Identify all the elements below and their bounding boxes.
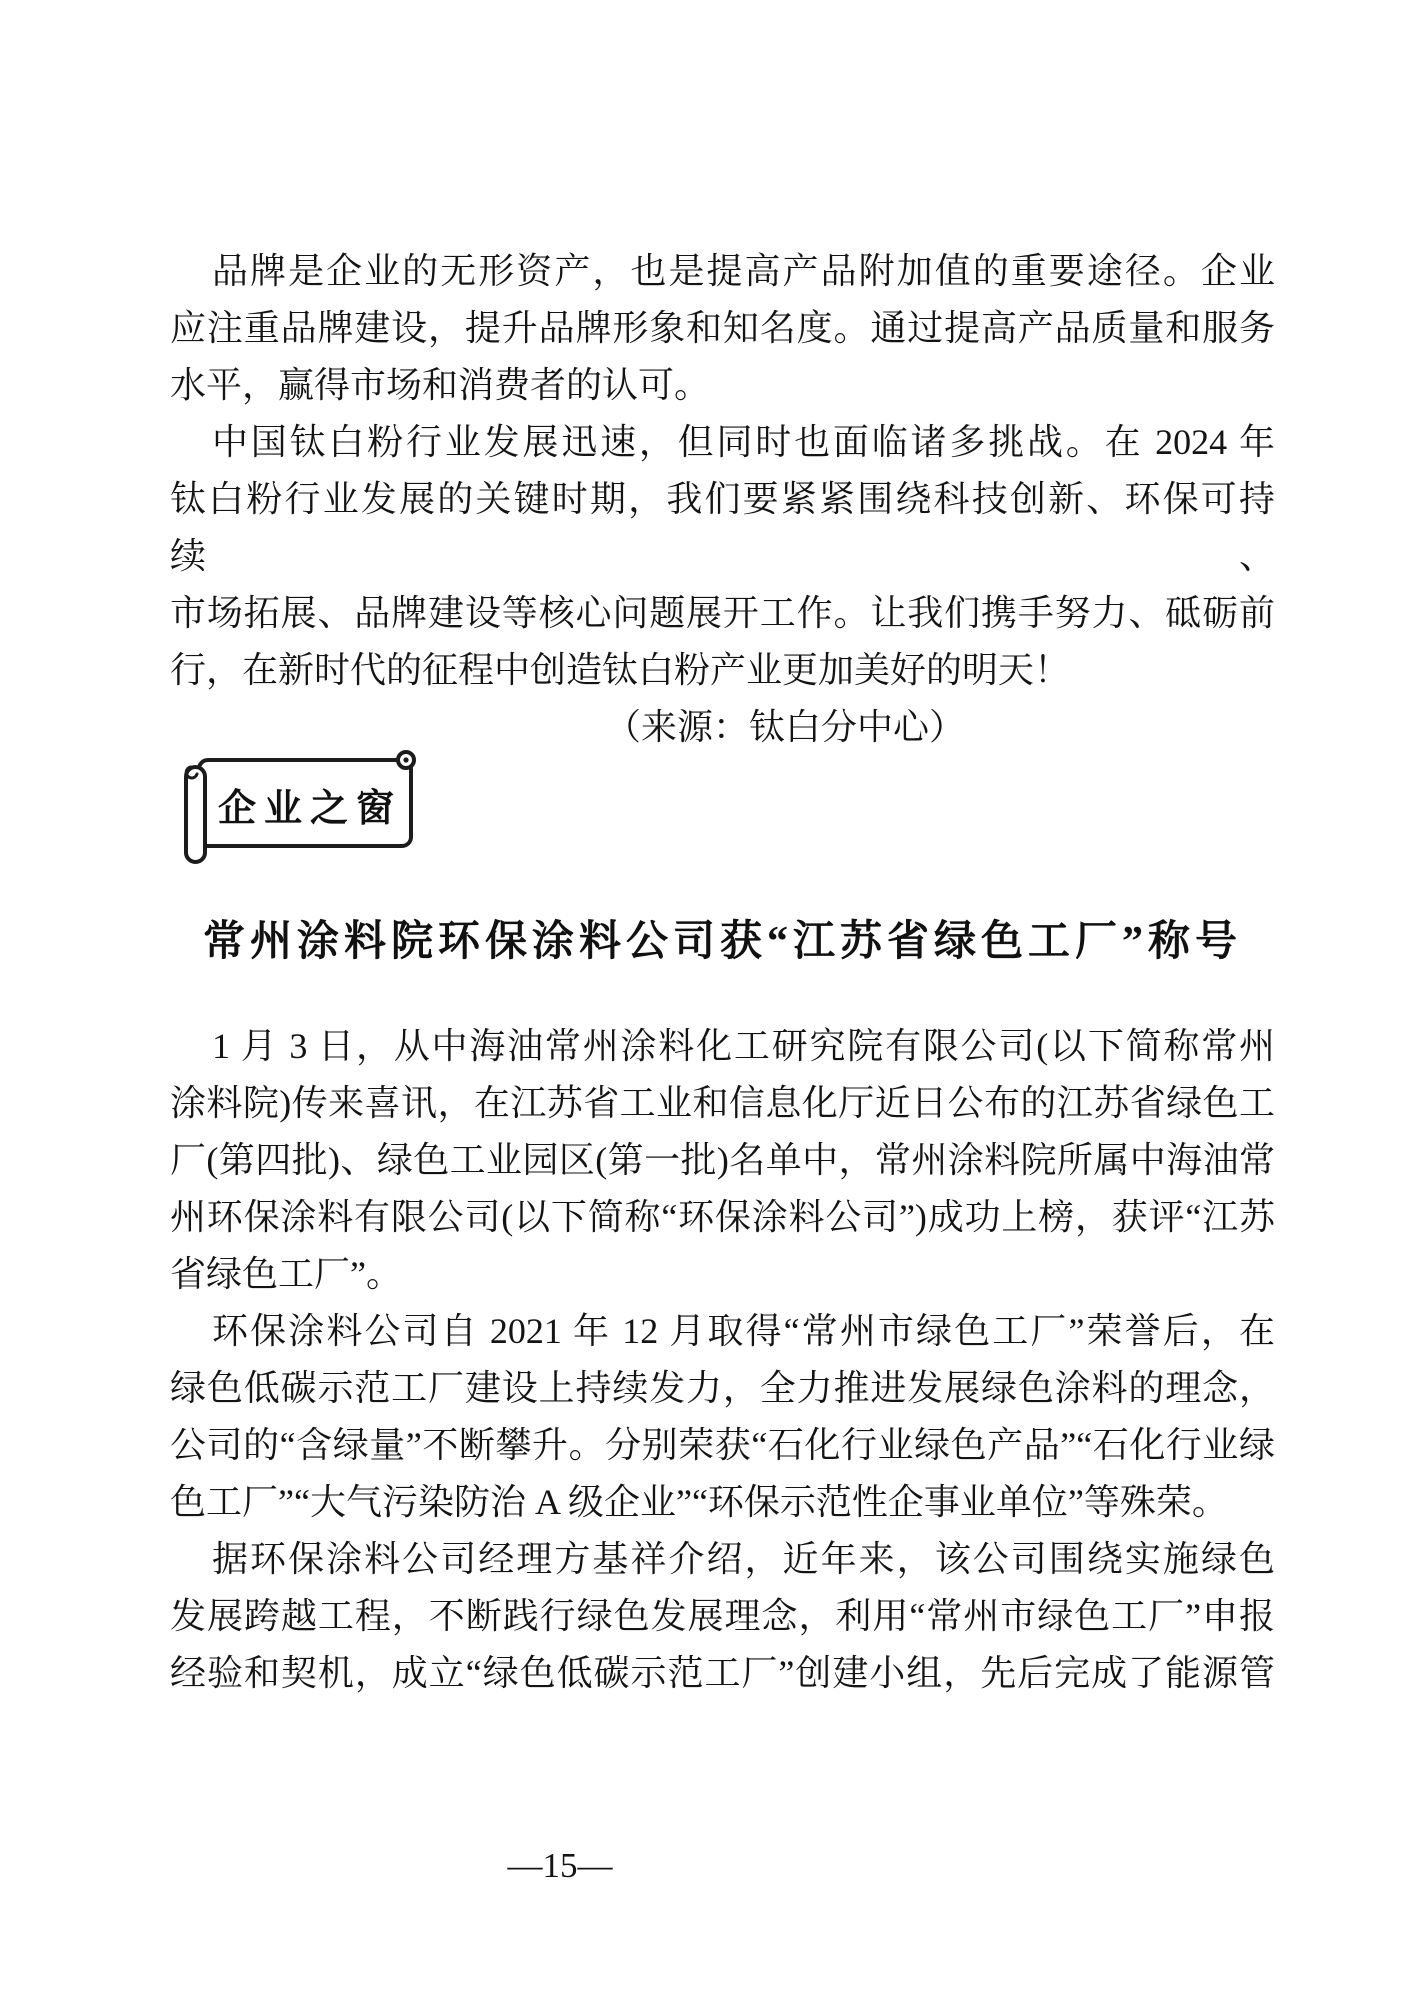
text-line: 涂料院)传来喜讯，在江苏省工业和信息化厅近日公布的江苏省绿色工 [170,1083,1275,1123]
text-line: 绿色低碳示范工厂建设上持续发力，全力推进发展绿色涂料的理念， [170,1368,1275,1408]
text-line: 市场拓展、品牌建设等核心问题展开工作。让我们携手努力、砥砺前 [170,593,1275,633]
text-line: 1 月 3 日，从中海油常州涂料化工研究院有限公司(以下简称常州 [212,1026,1275,1066]
article-headline: 常州涂料院环保涂料公司获“江苏省绿色工厂”称号 [202,919,1242,965]
paragraph [170,243,1275,414]
text-line: 公司的“含绿量”不断攀升。分别荣获“石化行业绿色产品”“石化行业绿 [170,1425,1275,1465]
text-line: 环保涂料公司自 2021 年 12 月取得“常州市绿色工厂”荣誉后，在 [212,1311,1275,1351]
text-line: 发展跨越工程，不断践行绿色发展理念，利用“常州市绿色工厂”申报 [170,1596,1275,1636]
article-body [170,1018,1275,1702]
text-line: 中国钛白粉行业发展迅速，但同时也面临诸多挑战。在 2024 年 [212,422,1275,462]
paragraph [170,414,1275,699]
text-line: 品牌是企业的无形资产，也是提高产品附加值的重要途径。企业 [212,251,1275,291]
text-line: 钛白粉行业发展的关键时期，我们要紧紧围绕科技创新、环保可持续、 [170,479,1275,576]
text-line: 经验和契机，成立“绿色低碳示范工厂”创建小组，先后完成了能源管 [170,1653,1275,1693]
section-banner [183,746,427,866]
text-line: 水平，赢得市场和消费者的认可。 [170,365,711,405]
text-line: 行，在新时代的征程中创造钛白粉产业更加美好的明天！ [170,650,1071,690]
paragraph [170,1018,1275,1303]
text-line: 应注重品牌建设，提升品牌形象和知名度。通过提高产品质量和服务 [170,308,1275,348]
paragraph [170,1531,1275,1702]
source-attribution: （来源：钛白分中心） [604,707,965,747]
text-line: 厂(第四批)、绿色工业园区(第一批)名单中，常州涂料院所属中海油常 [170,1140,1275,1180]
intro-section [170,243,1275,756]
page-number: —15— [507,1846,613,1885]
banner-title: 企业之窗 [217,787,402,830]
text-line: 省绿色工厂”。 [170,1254,402,1294]
text-line: 州环保涂料有限公司(以下简称“环保涂料公司”)成功上榜，获评“江苏 [170,1197,1275,1237]
paragraph [170,1303,1275,1531]
text-line: 据环保涂料公司经理方基祥介绍，近年来，该公司围绕实施绿色 [212,1539,1275,1579]
text-line: 色工厂”“大气污染防治 A 级企业”“环保示范性企事业单位”等殊荣。 [170,1482,1228,1522]
